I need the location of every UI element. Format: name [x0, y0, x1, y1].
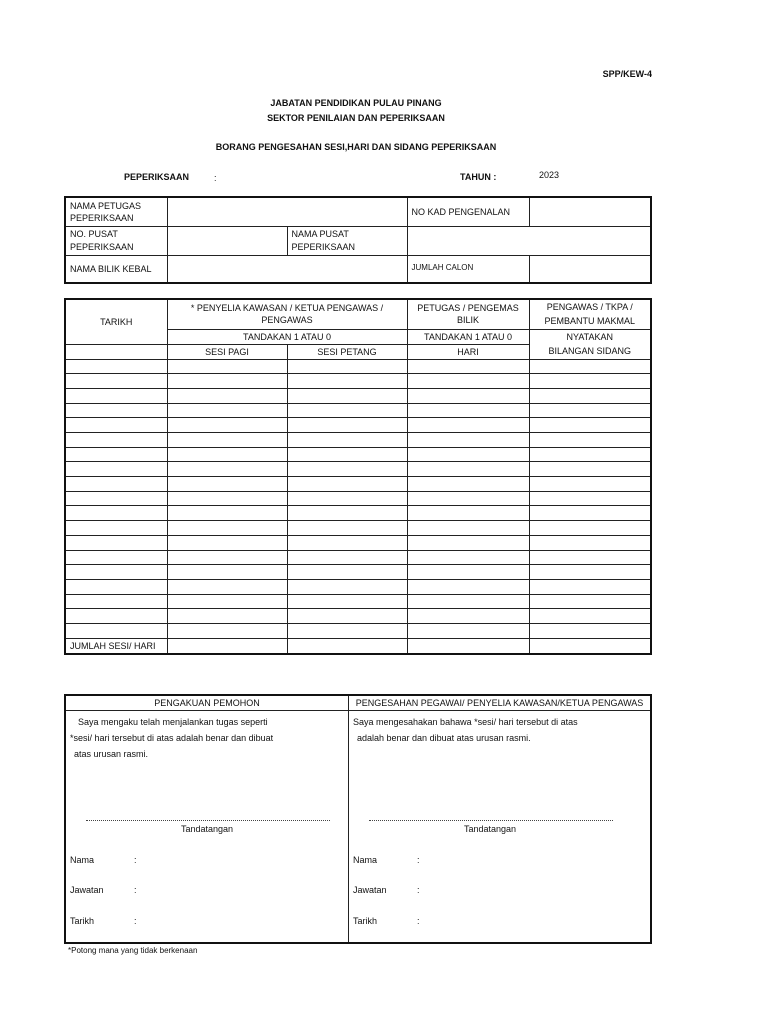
- table-cell[interactable]: [167, 433, 287, 448]
- officer-statement-2: adalah benar dan dibuat atas urusan rasmi.: [357, 733, 531, 743]
- table-row: [65, 535, 651, 550]
- table-cell[interactable]: [407, 594, 529, 609]
- table-cell[interactable]: [287, 447, 407, 462]
- table-cell[interactable]: [65, 477, 167, 492]
- year-label: TAHUN :: [460, 172, 497, 182]
- table-cell[interactable]: [167, 491, 287, 506]
- table-cell[interactable]: [167, 521, 287, 536]
- table-cell[interactable]: [65, 550, 167, 565]
- total-cell[interactable]: [529, 638, 651, 654]
- table-row: [65, 491, 651, 506]
- table-cell[interactable]: [407, 535, 529, 550]
- applicant-date-label: Tarikh: [70, 916, 95, 926]
- applicant-heading: PENGAKUAN PEMOHON: [66, 696, 348, 711]
- table-row: [65, 403, 651, 418]
- form-title: BORANG PENGESAHAN SESI,HARI DAN SIDANG PEPERIKSAAN: [215, 142, 497, 152]
- table-cell[interactable]: [407, 462, 529, 477]
- table-cell[interactable]: [407, 579, 529, 594]
- officer-signature-line[interactable]: [369, 820, 613, 821]
- date-header: TARIKH: [65, 299, 167, 344]
- applicant-signature-label: Tandatangan: [180, 824, 234, 834]
- table-cell[interactable]: [529, 433, 651, 448]
- candidate-count-field[interactable]: [529, 255, 651, 283]
- exam-label: PEPERIKSAAN: [124, 172, 190, 182]
- table-cell[interactable]: [287, 403, 407, 418]
- officer-heading: PENGESAHAN PEGAWAI/ PENYELIA KAWASAN/KETUA PENGAWAS: [349, 696, 650, 711]
- table-row: [65, 506, 651, 521]
- table-cell[interactable]: [167, 550, 287, 565]
- table-cell[interactable]: [529, 462, 651, 477]
- table-cell[interactable]: [407, 477, 529, 492]
- table-cell[interactable]: [167, 565, 287, 580]
- table-cell[interactable]: [407, 565, 529, 580]
- form-code: SPP/KEW-4: [602, 69, 652, 79]
- table-cell[interactable]: [529, 447, 651, 462]
- table-cell[interactable]: [287, 550, 407, 565]
- sector-title: SEKTOR PENILAIAN DAN PEPERIKSAAN: [267, 113, 445, 123]
- officer-date-colon: :: [417, 916, 420, 926]
- table-row: [65, 374, 651, 389]
- table-cell[interactable]: [407, 609, 529, 624]
- table-cell[interactable]: [407, 433, 529, 448]
- officer-name-field[interactable]: [167, 197, 407, 226]
- table-cell[interactable]: [65, 447, 167, 462]
- table-cell[interactable]: [529, 491, 651, 506]
- table-cell[interactable]: [167, 359, 287, 374]
- table-cell[interactable]: [287, 374, 407, 389]
- table-cell[interactable]: [287, 462, 407, 477]
- table-cell[interactable]: [167, 594, 287, 609]
- applicant-signature-line[interactable]: [86, 820, 330, 821]
- table-row: [65, 521, 651, 536]
- table-row: [65, 388, 651, 403]
- session-table: [64, 298, 652, 655]
- table-cell[interactable]: [167, 609, 287, 624]
- table-cell[interactable]: [529, 477, 651, 492]
- table-cell[interactable]: [287, 579, 407, 594]
- table-cell[interactable]: [65, 418, 167, 433]
- table-cell[interactable]: [407, 418, 529, 433]
- table-cell[interactable]: [65, 388, 167, 403]
- morning-session-header: SESI PAGI: [167, 344, 287, 359]
- table-cell[interactable]: [407, 388, 529, 403]
- table-cell[interactable]: [407, 447, 529, 462]
- table-cell[interactable]: [167, 506, 287, 521]
- total-row: [65, 638, 651, 654]
- total-label: JUMLAH SESI/ HARI: [65, 638, 167, 654]
- year-value: 2023: [539, 170, 560, 180]
- table-cell[interactable]: [65, 403, 167, 418]
- table-cell[interactable]: [287, 594, 407, 609]
- table-cell[interactable]: [65, 374, 167, 389]
- table-cell[interactable]: [65, 579, 167, 594]
- total-cell[interactable]: [287, 638, 407, 654]
- officer-name-colon: :: [417, 855, 420, 865]
- table-cell[interactable]: [407, 506, 529, 521]
- table-cell[interactable]: [407, 374, 529, 389]
- officer-name-label: Nama: [353, 855, 378, 865]
- officer-post-colon: :: [417, 885, 420, 895]
- applicant-name-colon: :: [134, 855, 137, 865]
- table-cell[interactable]: [167, 535, 287, 550]
- table-row: [65, 623, 651, 638]
- table-cell[interactable]: [167, 579, 287, 594]
- invigilator-header-line1: PENGAWAS / TKPA /: [546, 302, 633, 312]
- table-cell[interactable]: [167, 623, 287, 638]
- date-header-blank: [65, 344, 167, 359]
- table-cell[interactable]: [65, 609, 167, 624]
- applicant-statement-3: atas urusan rasmi.: [74, 749, 149, 759]
- table-cell[interactable]: [287, 623, 407, 638]
- table-row: [65, 579, 651, 594]
- table-cell[interactable]: [287, 359, 407, 374]
- ic-no-field[interactable]: [529, 197, 651, 226]
- table-cell[interactable]: [167, 477, 287, 492]
- table-cell[interactable]: [407, 491, 529, 506]
- table-row: [65, 550, 651, 565]
- table-cell[interactable]: [287, 521, 407, 536]
- table-cell[interactable]: [529, 594, 651, 609]
- officer-statement-1: Saya mengesahakan bahawa *sesi/ hari tersebut di atas: [353, 717, 578, 727]
- table-cell[interactable]: [529, 359, 651, 374]
- table-cell[interactable]: [167, 388, 287, 403]
- ic-no-label: NO KAD PENGENALAN: [407, 197, 529, 226]
- table-cell[interactable]: [529, 550, 651, 565]
- table-cell[interactable]: [287, 609, 407, 624]
- table-row: [65, 477, 651, 492]
- table-cell[interactable]: [407, 521, 529, 536]
- table-cell[interactable]: [529, 374, 651, 389]
- centre-no-label: NO. PUSAT PEPERIKSAAN: [65, 226, 167, 255]
- supervisor-header: * PENYELIA KAWASAN / KETUA PENGAWAS / PENGAWAS: [167, 299, 407, 329]
- table-cell[interactable]: [529, 521, 651, 536]
- department-title: JABATAN PENDIDIKAN PULAU PINANG: [270, 98, 442, 108]
- applicant-statement-2: *sesi/ hari tersebut di atas adalah benar dan dibuat: [70, 733, 274, 743]
- table-cell[interactable]: [287, 418, 407, 433]
- table-cell[interactable]: [167, 374, 287, 389]
- room-name-label: NAMA BILIK KEBAL: [65, 255, 167, 283]
- table-cell[interactable]: [287, 565, 407, 580]
- table-row: [65, 565, 651, 580]
- table-cell[interactable]: [287, 388, 407, 403]
- footnote: *Potong mana yang tidak berkenaan: [68, 946, 198, 955]
- table-cell[interactable]: [287, 433, 407, 448]
- table-cell[interactable]: [529, 609, 651, 624]
- table-cell[interactable]: [65, 506, 167, 521]
- afternoon-session-header: SESI PETANG: [287, 344, 407, 359]
- table-row: [65, 609, 651, 624]
- table-cell[interactable]: [167, 418, 287, 433]
- table-cell[interactable]: [65, 359, 167, 374]
- centre-name-label: NAMA PUSAT PEPERIKSAAN: [287, 226, 407, 255]
- applicant-date-colon: :: [134, 916, 137, 926]
- table-cell[interactable]: [407, 403, 529, 418]
- table-cell[interactable]: [529, 418, 651, 433]
- table-cell[interactable]: [287, 491, 407, 506]
- centre-name-field[interactable]: [407, 226, 651, 255]
- table-cell[interactable]: [407, 623, 529, 638]
- total-cell[interactable]: [407, 638, 529, 654]
- table-cell[interactable]: [65, 535, 167, 550]
- table-cell[interactable]: [529, 565, 651, 580]
- table-row: [65, 359, 651, 374]
- applicant-name-label: Nama: [70, 855, 95, 865]
- applicant-declaration: [66, 696, 349, 942]
- table-cell[interactable]: [529, 506, 651, 521]
- invigilator-header: [529, 299, 651, 329]
- table-row: [65, 594, 651, 609]
- officer-name-label: NAMA PETUGAS PEPERIKSAAN: [65, 197, 167, 226]
- table-cell[interactable]: [529, 388, 651, 403]
- table-cell[interactable]: [287, 535, 407, 550]
- table-cell[interactable]: [167, 462, 287, 477]
- table-cell[interactable]: [65, 433, 167, 448]
- room-officer-header: PETUGAS / PENGEMAS BILIK: [407, 299, 529, 329]
- table-cell[interactable]: [65, 623, 167, 638]
- table-row: [65, 447, 651, 462]
- table-cell[interactable]: [65, 521, 167, 536]
- applicant-statement-1: Saya mengaku telah menjalankan tugas seperti: [78, 717, 268, 727]
- table-cell[interactable]: [65, 565, 167, 580]
- table-cell[interactable]: [287, 506, 407, 521]
- state-label: NYATAKAN: [566, 331, 614, 342]
- officer-signature-label: Tandatangan: [463, 824, 517, 834]
- exam-colon: :: [214, 173, 217, 183]
- applicant-post-colon: :: [134, 885, 137, 895]
- room-officer-mark-note: TANDAKAN 1 ATAU 0: [407, 329, 529, 344]
- day-header: HARI: [407, 344, 529, 359]
- candidate-count-label: JUMLAH CALON: [407, 255, 529, 283]
- applicant-post-label: Jawatan: [70, 885, 104, 895]
- table-cell[interactable]: [529, 579, 651, 594]
- invigilator-header-line2: PEMBANTU MAKMAL: [544, 316, 636, 327]
- total-cell[interactable]: [167, 638, 287, 654]
- officer-date-label: Tarikh: [353, 916, 378, 926]
- table-cell[interactable]: [529, 403, 651, 418]
- table-cell[interactable]: [529, 535, 651, 550]
- table-cell[interactable]: [407, 550, 529, 565]
- officer-post-label: Jawatan: [353, 885, 387, 895]
- room-name-field[interactable]: [167, 255, 407, 283]
- supervisor-mark-note: TANDAKAN 1 ATAU 0: [167, 329, 407, 344]
- table-cell[interactable]: [167, 447, 287, 462]
- table-cell[interactable]: [167, 403, 287, 418]
- sessions-count-header: [529, 329, 651, 359]
- centre-no-field[interactable]: [167, 226, 287, 255]
- table-cell[interactable]: [65, 491, 167, 506]
- table-cell[interactable]: [407, 359, 529, 374]
- info-table: [64, 196, 652, 284]
- table-cell[interactable]: [65, 462, 167, 477]
- table-cell[interactable]: [65, 594, 167, 609]
- table-row: [65, 418, 651, 433]
- table-row: [65, 433, 651, 448]
- sessions-count-label: BILANGAN SIDANG: [548, 346, 632, 357]
- table-cell[interactable]: [529, 623, 651, 638]
- table-row: [65, 462, 651, 477]
- table-cell[interactable]: [287, 477, 407, 492]
- officer-verification: [349, 696, 650, 942]
- signature-section: [64, 694, 652, 944]
